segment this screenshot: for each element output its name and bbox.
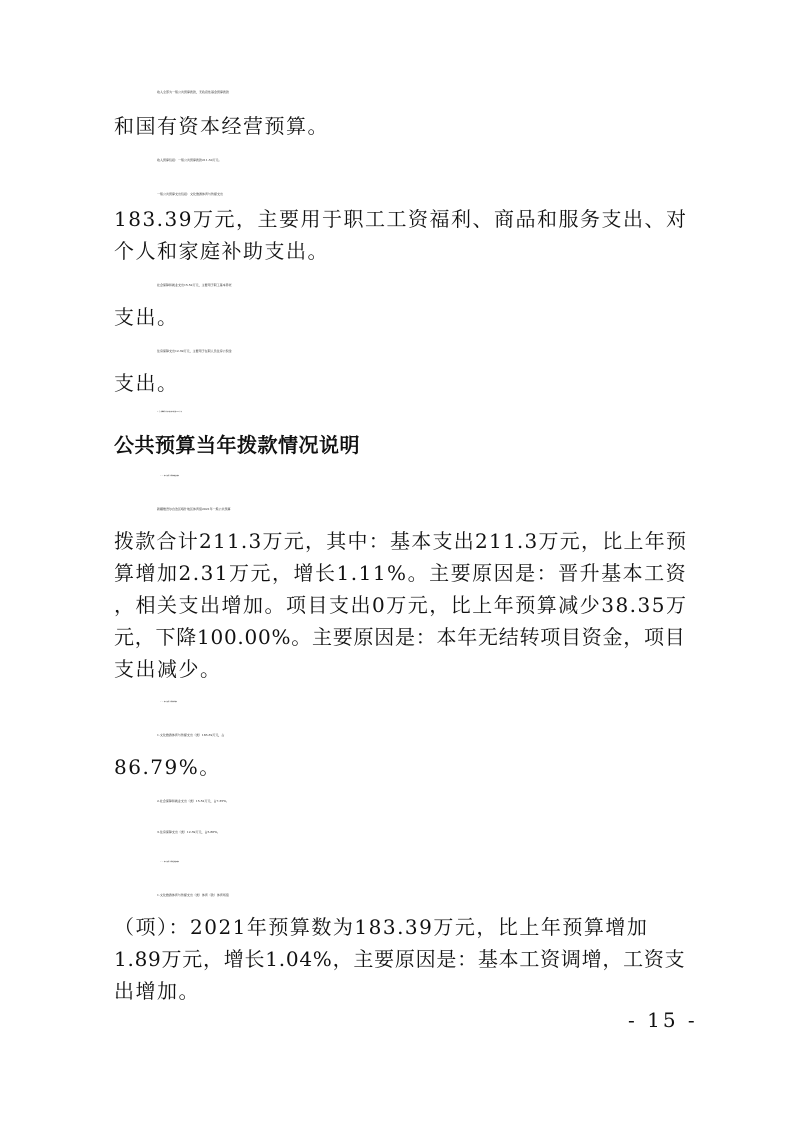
subsection-heading: （二）一般公共预算当年拨款结构情况 [160,702,177,703]
paragraph-line: 183.39万元，主要用于职工工资福利、商品和服务支出、对 [114,207,688,231]
paragraph-line: 个人和家庭补助支出。 [114,239,329,263]
section-heading: 五、关于新疆维吾尔自治区喀什地区体育馆2021年一般 [157,412,182,413]
paragraph-line: 2.社会保障和就业支出（类）15.52万元，占7.35%。 [157,799,229,803]
paragraph-line: 收入预算包括：一般公共预算拨款211.30万元。 [157,158,222,162]
paragraph-line: 1.89万元，增长1.04%，主要原因是：基本工资调增，工资支 [114,947,686,971]
paragraph-line: 3.住房保障支出（类）12.39万元，占5.86%。 [157,830,220,834]
paragraph-line: 出增加。 [114,979,200,1003]
paragraph-line: （项）：2021年预算数为183.39万元，比上年预算增加 [114,915,649,939]
paragraph-line: 1.文化旅游体育与传媒支出（类）183.39万元，占 [157,733,225,737]
paragraph-line: 元，下降100.00%。主要原因是：本年无结转项目资金，项目 [114,625,686,649]
paragraph-line: 1.文化旅游体育与传媒支出（类）体育（款）体育场馆 [157,893,229,897]
paragraph-line: 支出。 [114,305,179,329]
paragraph-line: 支出。 [114,371,179,395]
paragraph-line: 86.79%。 [114,755,221,779]
paragraph-line: 一般公共预算支出包括：文化旅游体育与传媒支出 [157,192,224,196]
paragraph-line: 拨款合计211.3万元，其中：基本支出211.3万元，比上年预 [114,529,688,553]
subsection-heading: （一）一般公共预算当年拨款规模变化情况 [160,476,179,477]
page-number: - 15 - [628,1008,698,1032]
paragraph-line: 算增加2.31万元，增长1.11%。主要原因是：晋升基本工资 [114,561,688,585]
paragraph-line: 收入全部为一般公共预算拨款，无政府性基金预算拨款 [157,90,230,94]
paragraph-line: 和国有资本经营预算。 [114,114,329,138]
paragraph-line: 社会保障和就业支出15.52万元，主要用于职工基本养老 [157,283,232,287]
section-heading: 公共预算当年拨款情况说明 [114,433,360,457]
paragraph-line: 新疆维吾尔自治区喀什地区体育馆2021年一般公共预算 [157,507,231,511]
subsection-heading: （三）一般公共预算当年拨款具体使用情况 [160,862,179,863]
paragraph-line: 住房保障支出12.39万元，主要用于在职人员住房公积金 [157,349,232,353]
paragraph-line: 支出减少。 [114,657,222,681]
paragraph-line: ，相关支出增加。项目支出0万元，比上年预算减少38.35万 [114,593,688,617]
